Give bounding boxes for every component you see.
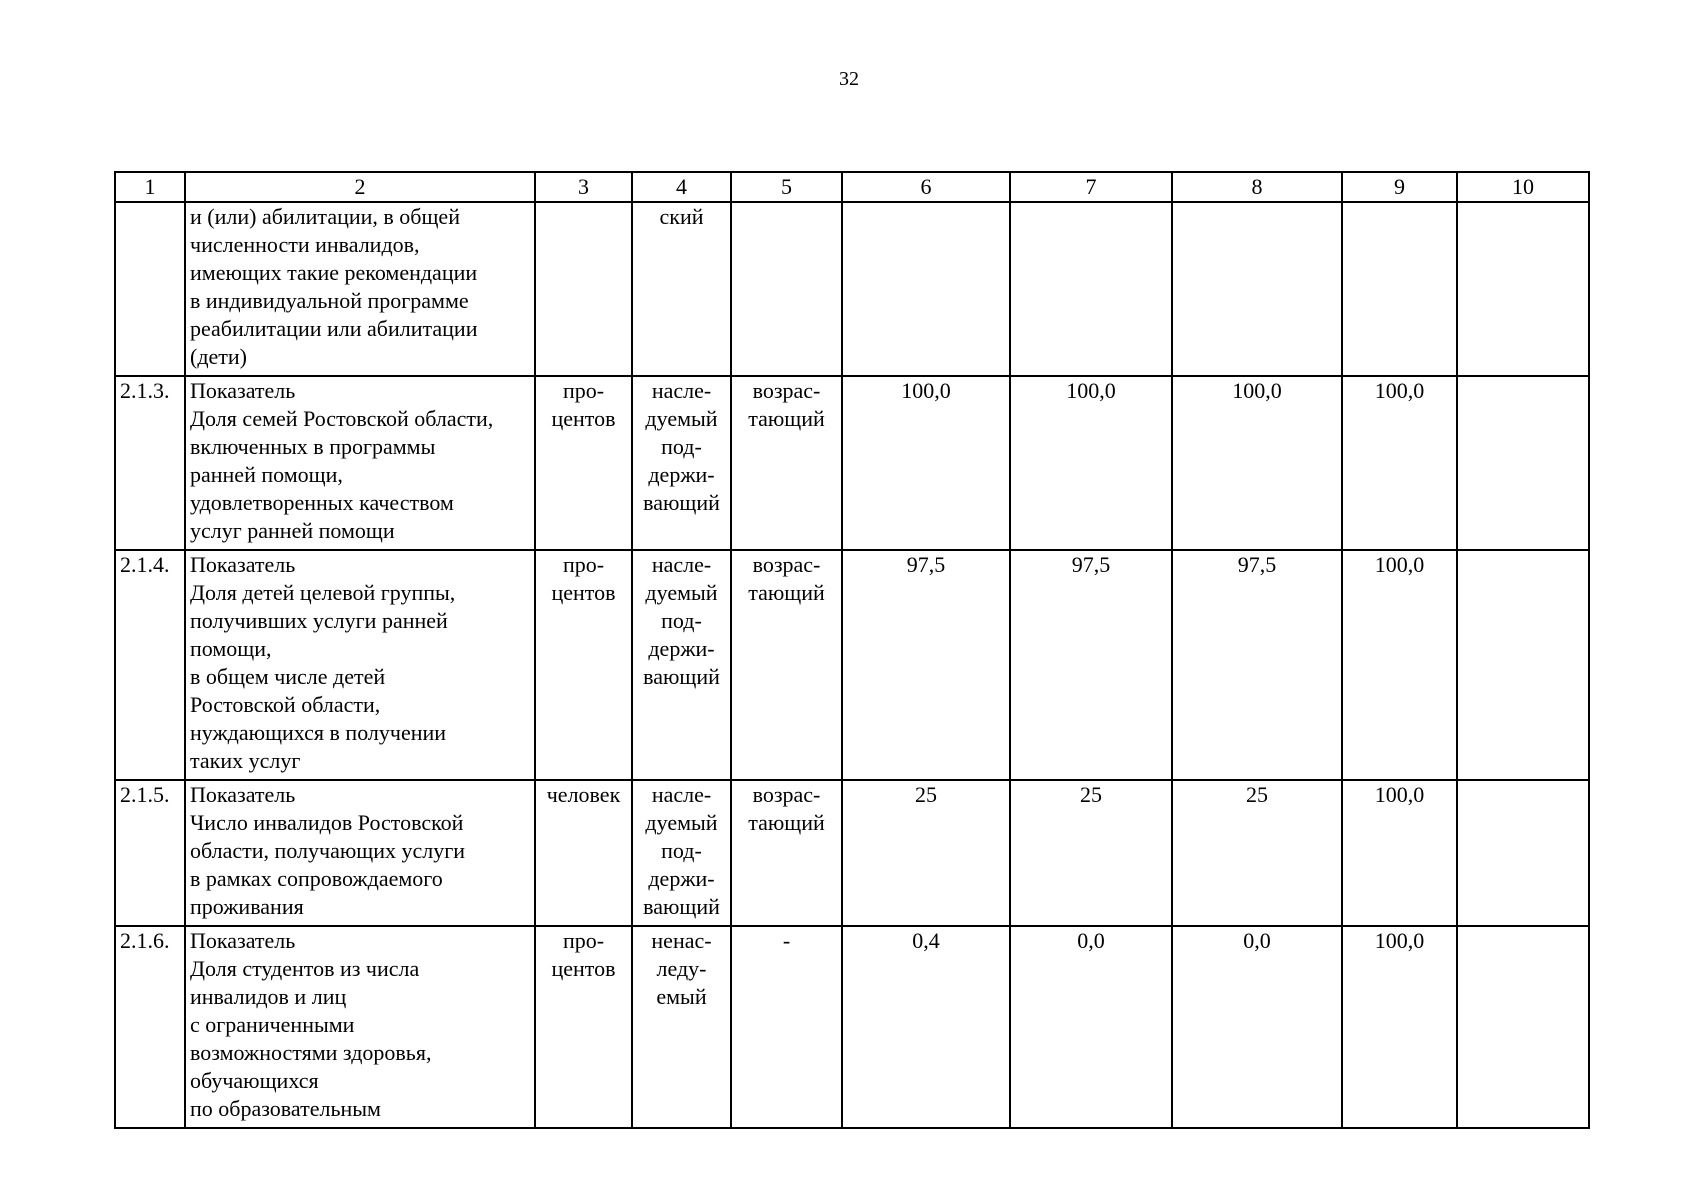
- value-col-8: 0,0: [1172, 926, 1342, 1128]
- table-row: [115, 780, 1589, 926]
- indicator-direction: [731, 202, 842, 376]
- indicator-name: Показатель Доля детей целевой группы, получивших услуги ранней помощи, в общем числе детей Ростовской области, нуждающихся в получении таких услуг: [185, 550, 535, 780]
- column-header: 8: [1172, 172, 1342, 202]
- column-header: 1: [115, 172, 185, 202]
- indicator-type: ский: [632, 202, 731, 376]
- value-col-8: [1172, 202, 1342, 376]
- value-col-8: 100,0: [1172, 376, 1342, 550]
- table-header-row: [115, 172, 1589, 202]
- indicator-name: Показатель Доля студентов из числа инвалидов и лиц с ограниченными возможностями здоровья, обучающихся по образовательным: [185, 926, 535, 1128]
- value-col-7: [1010, 202, 1172, 376]
- indicator-name: Показатель Доля семей Ростовской области, включенных в программы ранней помощи, удовлетворенных качеством услуг ранней помощи: [185, 376, 535, 550]
- indicator-direction: возрас- тающий: [731, 780, 842, 926]
- indicator-number: 2.1.3.: [115, 376, 185, 550]
- column-header: 2: [185, 172, 535, 202]
- value-col-6: 100,0: [842, 376, 1010, 550]
- indicator-type: насле- дуемый под- держи- вающий: [632, 550, 731, 780]
- indicator-direction: возрас- тающий: [731, 376, 842, 550]
- value-col-7: 97,5: [1010, 550, 1172, 780]
- value-col-8: 97,5: [1172, 550, 1342, 780]
- value-col-8: 25: [1172, 780, 1342, 926]
- value-col-10: [1457, 550, 1589, 780]
- value-col-7: 0,0: [1010, 926, 1172, 1128]
- column-header: 7: [1010, 172, 1172, 202]
- page-number: 32: [839, 68, 859, 90]
- column-header: 6: [842, 172, 1010, 202]
- indicator-type: насле- дуемый под- держи- вающий: [632, 376, 731, 550]
- indicator-type: насле- дуемый под- держи- вающий: [632, 780, 731, 926]
- unit-cell: [535, 202, 632, 376]
- value-col-7: 25: [1010, 780, 1172, 926]
- value-col-10: [1457, 376, 1589, 550]
- unit-cell: человек: [535, 780, 632, 926]
- table-row: [115, 550, 1589, 780]
- value-col-10: [1457, 926, 1589, 1128]
- indicator-type: ненас- леду- емый: [632, 926, 731, 1128]
- column-header: 10: [1457, 172, 1589, 202]
- column-header: 4: [632, 172, 731, 202]
- indicator-name: Показатель Число инвалидов Ростовской области, получающих услуги в рамках сопровождаемого проживания: [185, 780, 535, 926]
- indicator-number: 2.1.6.: [115, 926, 185, 1128]
- value-col-7: 100,0: [1010, 376, 1172, 550]
- indicators-table: [114, 171, 1590, 1129]
- table-row: [115, 202, 1589, 376]
- indicator-direction: -: [731, 926, 842, 1128]
- value-col-6: 97,5: [842, 550, 1010, 780]
- value-col-9: 100,0: [1342, 550, 1457, 780]
- indicator-number: 2.1.4.: [115, 550, 185, 780]
- value-col-6: 0,4: [842, 926, 1010, 1128]
- value-col-6: 25: [842, 780, 1010, 926]
- column-header: 3: [535, 172, 632, 202]
- unit-cell: про- центов: [535, 376, 632, 550]
- unit-cell: про- центов: [535, 926, 632, 1128]
- value-col-9: 100,0: [1342, 376, 1457, 550]
- value-col-10: [1457, 202, 1589, 376]
- value-col-6: [842, 202, 1010, 376]
- unit-cell: про- центов: [535, 550, 632, 780]
- value-col-9: 100,0: [1342, 926, 1457, 1128]
- column-header: 5: [731, 172, 842, 202]
- table-row: [115, 376, 1589, 550]
- column-header: 9: [1342, 172, 1457, 202]
- value-col-9: 100,0: [1342, 780, 1457, 926]
- indicator-direction: возрас- тающий: [731, 550, 842, 780]
- value-col-9: [1342, 202, 1457, 376]
- table-row: [115, 926, 1589, 1128]
- indicator-number: 2.1.5.: [115, 780, 185, 926]
- indicator-name: и (или) абилитации, в общей численности инвалидов, имеющих такие рекомендации в индивидуальной программе реабилитации или абилитации (дети): [185, 202, 535, 376]
- indicator-number: [115, 202, 185, 376]
- value-col-10: [1457, 780, 1589, 926]
